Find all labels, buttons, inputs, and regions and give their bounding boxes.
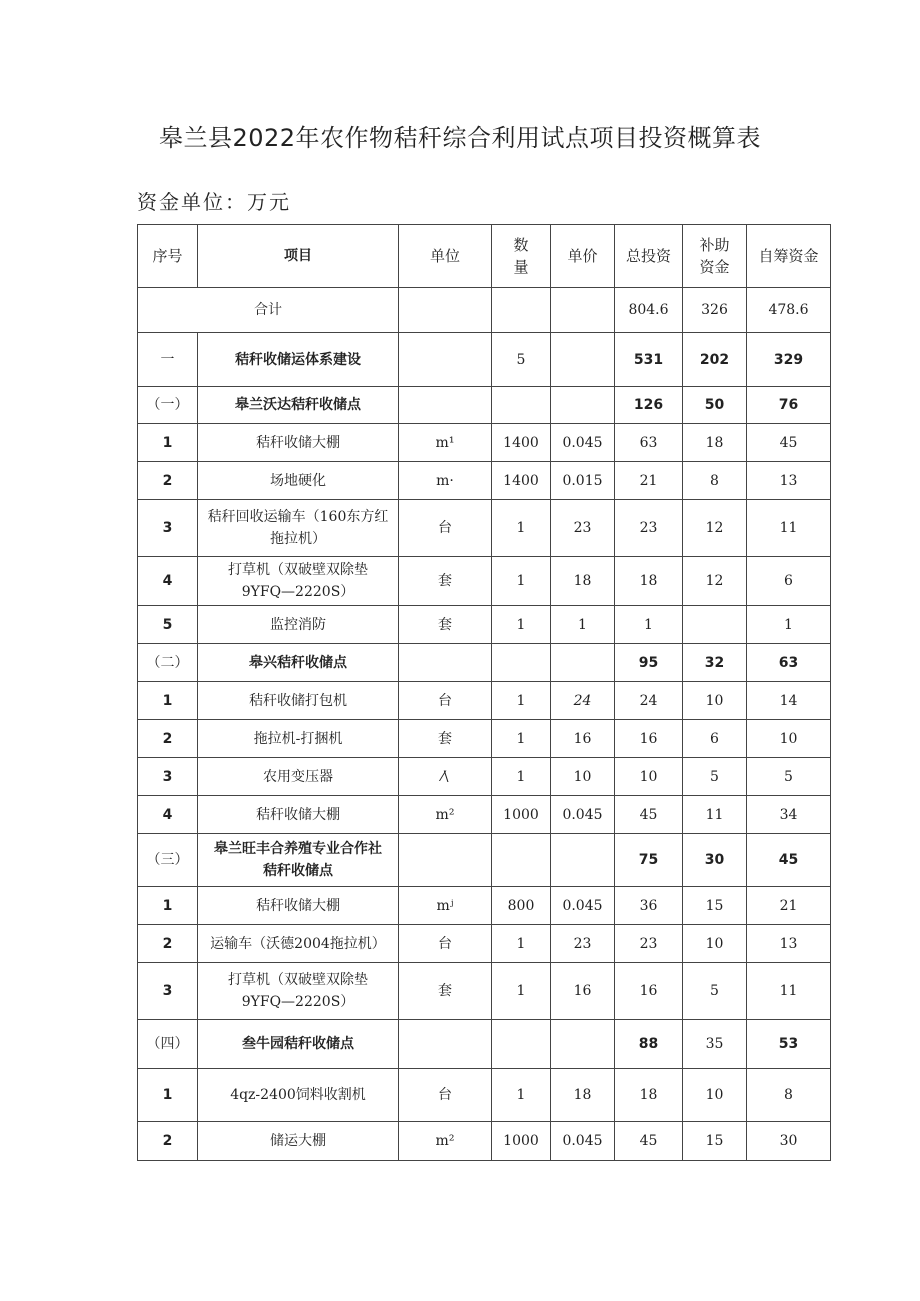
row-total: 531 — [615, 333, 683, 387]
table-row — [138, 925, 831, 963]
row-self: 329 — [747, 333, 831, 387]
total-row — [138, 288, 831, 333]
row-no: 1 — [138, 682, 198, 720]
row-no: 3 — [138, 500, 198, 557]
row-self: 11 — [747, 500, 831, 557]
row-self: 13 — [747, 925, 831, 963]
row-name: 拖拉机-打捆机 — [198, 720, 399, 758]
table-row — [138, 424, 831, 462]
row-unit: m² — [399, 796, 492, 834]
row-subsidy: 202 — [683, 333, 747, 387]
table-row — [138, 720, 831, 758]
row-subsidy: 12 — [683, 500, 747, 557]
row-name: 秸秆收储运体系建设 — [198, 333, 399, 387]
row-self: 10 — [747, 720, 831, 758]
row-unit: m² — [399, 1122, 492, 1161]
row-total: 75 — [615, 834, 683, 887]
header-subsidy-line2: 资金 — [699, 258, 730, 276]
table-row — [138, 963, 831, 1020]
unit-label: 资金单位：万元 — [137, 190, 291, 214]
row-subsidy: 6 — [683, 720, 747, 758]
row-total: 16 — [615, 963, 683, 1020]
row-subsidy: 10 — [683, 925, 747, 963]
row-no: 一 — [138, 333, 198, 387]
row-no: 3 — [138, 963, 198, 1020]
row-self: 6 — [747, 557, 831, 606]
row-subsidy: 11 — [683, 796, 747, 834]
row-price: 0.015 — [551, 462, 615, 500]
row-subsidy: 15 — [683, 887, 747, 925]
row-price: 24 — [551, 682, 615, 720]
subsection-row — [138, 387, 831, 424]
row-price: 0.045 — [551, 887, 615, 925]
row-total: 63 — [615, 424, 683, 462]
row-qty: 5 — [492, 333, 551, 387]
row-unit: m· — [399, 462, 492, 500]
table-row — [138, 606, 831, 644]
row-no: （三） — [138, 834, 198, 887]
table-row — [138, 1069, 831, 1122]
header-self: 自筹资金 — [747, 225, 831, 288]
row-total: 21 — [615, 462, 683, 500]
row-no: 5 — [138, 606, 198, 644]
row-total: 18 — [615, 1069, 683, 1122]
header-qty — [492, 225, 551, 288]
row-price: 23 — [551, 500, 615, 557]
row-self: 45 — [747, 424, 831, 462]
row-unit: m¹ — [399, 424, 492, 462]
row-no: 1 — [138, 1069, 198, 1122]
row-name-line1: 皋兰旺丰合养殖专业合作社 — [214, 841, 382, 857]
row-subsidy: 35 — [683, 1020, 747, 1069]
row-qty: 1000 — [492, 1122, 551, 1161]
row-unit: ⁄\ — [399, 758, 492, 796]
row-unit: 台 — [399, 500, 492, 557]
header-no: 序号 — [138, 225, 198, 288]
header-total: 总投资 — [615, 225, 683, 288]
row-name — [198, 500, 399, 557]
table-row — [138, 500, 831, 557]
row-no: 1 — [138, 887, 198, 925]
section-row — [138, 333, 831, 387]
row-self: 13 — [747, 462, 831, 500]
row-self: 63 — [747, 644, 831, 682]
row-self: 11 — [747, 963, 831, 1020]
row-name — [198, 963, 399, 1020]
row-name-line1: 秸秆回收运输车（160东方红 — [207, 509, 389, 525]
row-unit: 套 — [399, 963, 492, 1020]
subsection-row — [138, 644, 831, 682]
row-no: （四） — [138, 1020, 198, 1069]
header-item: 项目 — [198, 225, 399, 288]
row-price: 16 — [551, 963, 615, 1020]
row-total: 36 — [615, 887, 683, 925]
row-no: 2 — [138, 462, 198, 500]
row-subsidy: 5 — [683, 963, 747, 1020]
header-subsidy-line1: 补助 — [699, 236, 730, 254]
header-row — [138, 225, 831, 288]
row-no: 4 — [138, 796, 198, 834]
row-no: （二） — [138, 644, 198, 682]
row-subsidy: 30 — [683, 834, 747, 887]
table-row — [138, 1122, 831, 1161]
row-self: 14 — [747, 682, 831, 720]
row-qty: 1 — [492, 1069, 551, 1122]
row-qty: 1400 — [492, 462, 551, 500]
total-self: 478.6 — [747, 288, 831, 333]
row-total: 24 — [615, 682, 683, 720]
row-self: 34 — [747, 796, 831, 834]
row-unit: 套 — [399, 557, 492, 606]
header-price: 单价 — [551, 225, 615, 288]
row-name — [198, 557, 399, 606]
row-name-line1: 打草机（双破壁双除垫 — [228, 562, 368, 578]
budget-table — [137, 224, 831, 1161]
row-price: 0.045 — [551, 1122, 615, 1161]
row-price: 10 — [551, 758, 615, 796]
row-name: 皋兴秸秆收储点 — [198, 644, 399, 682]
header-subsidy — [683, 225, 747, 288]
row-name: 秸秆收储大棚 — [198, 424, 399, 462]
row-qty: 1 — [492, 963, 551, 1020]
row-name: 运输车（沃德2004拖拉机） — [198, 925, 399, 963]
row-total: 18 — [615, 557, 683, 606]
row-qty: 800 — [492, 887, 551, 925]
row-name-line2: 9YFQ—2220S） — [241, 994, 355, 1010]
row-self: 45 — [747, 834, 831, 887]
row-price: 16 — [551, 720, 615, 758]
row-self: 1 — [747, 606, 831, 644]
row-unit: mʲ — [399, 887, 492, 925]
subsection-row — [138, 834, 831, 887]
row-no: 2 — [138, 720, 198, 758]
row-name-line2: 秸秆收储点 — [263, 863, 333, 879]
row-qty: 1 — [492, 682, 551, 720]
table-row — [138, 887, 831, 925]
row-total: 88 — [615, 1020, 683, 1069]
row-name: 皋兰沃达秸秆收储点 — [198, 387, 399, 424]
row-self: 5 — [747, 758, 831, 796]
row-unit: 套 — [399, 720, 492, 758]
row-subsidy: 15 — [683, 1122, 747, 1161]
row-total: 16 — [615, 720, 683, 758]
row-subsidy: 18 — [683, 424, 747, 462]
row-total: 23 — [615, 500, 683, 557]
row-name: 农用变压器 — [198, 758, 399, 796]
row-self: 53 — [747, 1020, 831, 1069]
total-subsidy: 326 — [683, 288, 747, 333]
row-no: 2 — [138, 925, 198, 963]
row-subsidy: 32 — [683, 644, 747, 682]
row-subsidy: 5 — [683, 758, 747, 796]
total-total: 804.6 — [615, 288, 683, 333]
row-no: 1 — [138, 424, 198, 462]
row-name: 秸秆收储打包机 — [198, 682, 399, 720]
page-title: 皋兰县2022年农作物秸秆综合利用试点项目投资概算表 — [158, 124, 762, 152]
row-unit: 套 — [399, 606, 492, 644]
table-row — [138, 758, 831, 796]
row-total: 10 — [615, 758, 683, 796]
row-unit: 台 — [399, 682, 492, 720]
total-label: 合计 — [138, 288, 399, 333]
row-price: 18 — [551, 557, 615, 606]
table-row — [138, 557, 831, 606]
row-name: 监控消防 — [198, 606, 399, 644]
row-total: 45 — [615, 796, 683, 834]
row-total: 23 — [615, 925, 683, 963]
row-subsidy: 10 — [683, 1069, 747, 1122]
row-price: 23 — [551, 925, 615, 963]
row-name — [198, 834, 399, 887]
row-name: 叁牛园秸秆收储点 — [198, 1020, 399, 1069]
row-no: 2 — [138, 1122, 198, 1161]
row-unit: 台 — [399, 1069, 492, 1122]
row-qty: 1 — [492, 606, 551, 644]
table-row — [138, 462, 831, 500]
row-name: 秸秆收储大棚 — [198, 887, 399, 925]
row-total: 126 — [615, 387, 683, 424]
subsection-row — [138, 1020, 831, 1069]
header-qty-line2: 量 — [513, 258, 529, 276]
header-qty-line1: 数 — [513, 236, 529, 254]
row-total: 95 — [615, 644, 683, 682]
row-self: 8 — [747, 1069, 831, 1122]
row-qty: 1000 — [492, 796, 551, 834]
row-price: 1 — [551, 606, 615, 644]
row-qty: 1 — [492, 925, 551, 963]
row-name-line2: 拖拉机） — [270, 531, 326, 547]
row-no: 4 — [138, 557, 198, 606]
row-name-line2: 9YFQ—2220S） — [241, 584, 355, 600]
row-subsidy: 12 — [683, 557, 747, 606]
row-name: 场地硬化 — [198, 462, 399, 500]
row-total: 1 — [615, 606, 683, 644]
row-subsidy: 50 — [683, 387, 747, 424]
row-qty: 1 — [492, 720, 551, 758]
row-price: 0.045 — [551, 424, 615, 462]
row-self: 30 — [747, 1122, 831, 1161]
row-qty: 1 — [492, 557, 551, 606]
row-no: （一） — [138, 387, 198, 424]
row-subsidy: 10 — [683, 682, 747, 720]
row-name-line1: 打草机（双破壁双除垫 — [228, 972, 368, 988]
row-price: 18 — [551, 1069, 615, 1122]
row-subsidy: 8 — [683, 462, 747, 500]
row-no: 3 — [138, 758, 198, 796]
row-price: 0.045 — [551, 796, 615, 834]
row-qty: 1 — [492, 500, 551, 557]
row-name: 秸秆收储大棚 — [198, 796, 399, 834]
header-unit: 单位 — [399, 225, 492, 288]
row-self: 21 — [747, 887, 831, 925]
row-self: 76 — [747, 387, 831, 424]
row-subsidy — [683, 606, 747, 644]
row-name: 储运大棚 — [198, 1122, 399, 1161]
table-row — [138, 796, 831, 834]
row-qty: 1400 — [492, 424, 551, 462]
table-row — [138, 682, 831, 720]
row-total: 45 — [615, 1122, 683, 1161]
row-qty: 1 — [492, 758, 551, 796]
row-name: 4qz-2400饲料收割机 — [198, 1069, 399, 1122]
row-unit: 台 — [399, 925, 492, 963]
